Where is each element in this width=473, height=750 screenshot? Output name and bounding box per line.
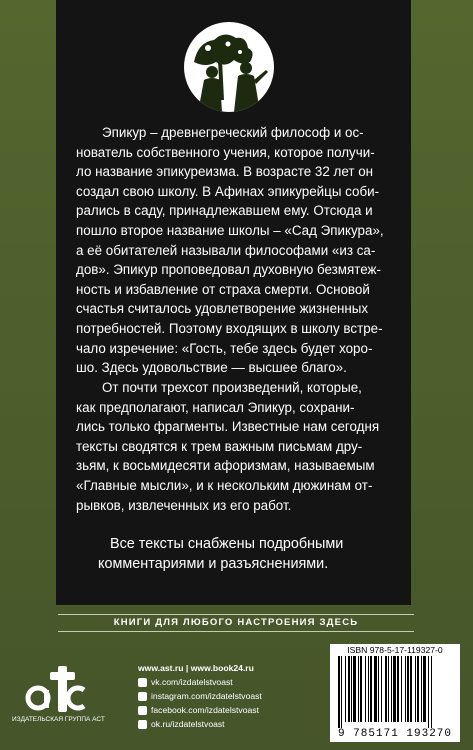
garden-medallion-illustration	[184, 22, 274, 112]
ok-row	[138, 717, 262, 731]
text-line: ло название эпикуреизма. В возрасте 32 лет он	[76, 164, 374, 180]
text-line: дов». Эпикур проповедовал духовную безмятеж-	[76, 262, 381, 278]
text-line: пошло второе название школы – «Сад Эпикура»,	[76, 222, 384, 238]
text-line: рывков, извлеченных из его работ.	[76, 497, 292, 513]
sites-row	[138, 661, 262, 675]
text-line: Эпикур – древнегреческий философ и ос-	[102, 125, 364, 140]
facebook-row	[138, 703, 262, 717]
text-line: создал свою школу. В Афинах эпикурейцы соби-	[76, 183, 380, 199]
instagram-link[interactable]: instagram.com/izdatelstvoast	[151, 691, 262, 701]
instagram-row	[138, 689, 262, 703]
ok-icon	[138, 720, 147, 729]
isbn-text: ISBN 978-5-17-119327-0	[347, 645, 443, 655]
description-paragraph-2	[76, 378, 394, 515]
text-line: шо. Здесь удовольствие — высшее благо».	[76, 360, 347, 376]
sites-link[interactable]: www.ast.ru | www.book24.ru	[138, 663, 254, 673]
vk-row	[138, 675, 262, 689]
vk-link[interactable]: vk.com/izdatelstvoast	[151, 677, 233, 687]
facebook-link[interactable]: facebook.com/izdatelstvoast	[151, 705, 259, 715]
text-line: зьям, к восьмидесяти афоризмам, называемым	[76, 458, 375, 474]
text-line: потребностей. Поэтому входящих в школу встре-	[76, 320, 383, 336]
text-line: лись только фрагменты. Известные нам сегодня	[76, 419, 380, 435]
text-line: Все тексты снабжены подробными	[110, 536, 344, 552]
tagline: КНИГИ ДЛЯ ЛЮБОГО НАСТРОЕНИЯ ЗДЕСЬ	[58, 614, 414, 632]
barcode-number: 9 785171 193270	[337, 728, 453, 740]
vk-icon	[138, 678, 147, 687]
text-line: нователь собственного учения, которое получи-	[76, 144, 375, 160]
description-paragraph-3	[98, 534, 388, 574]
instagram-icon	[138, 692, 147, 701]
text-line: а её обитателей называли философами «из са-	[76, 242, 376, 258]
text-line: счастья считалось удовлетворение жизненных	[76, 301, 369, 317]
facebook-icon	[138, 706, 147, 715]
text-line: рались в саду, принадлежавшем ему. Отсюда и	[76, 203, 373, 219]
ok-link[interactable]: ok.ru/izdatelstvoast	[151, 719, 225, 729]
publisher-links	[138, 661, 262, 731]
description-paragraph-1	[76, 123, 394, 378]
text-line: ность и избавление от страха смерти. Основой	[76, 281, 370, 297]
text-line: От почти трехсот произведений, которые,	[102, 380, 362, 395]
isbn-barcode-block	[330, 644, 460, 742]
text-line: чало изречение: «Гость, тебе здесь будет хоро-	[76, 340, 373, 356]
text-line: комментариями и разъяснениями.	[98, 556, 329, 572]
publisher-label: ИЗДАТЕЛЬСКАЯ ГРУППА АСТ	[12, 716, 105, 723]
text-line: тексты сводятся к трем важным письмам дру-	[76, 438, 363, 454]
text-line: как предполагают, написал Эпикур, сохрани-	[76, 399, 355, 415]
barcode	[334, 656, 456, 728]
text-line: «Главные мысли», и к нескольким дюжинам от-	[76, 477, 373, 493]
